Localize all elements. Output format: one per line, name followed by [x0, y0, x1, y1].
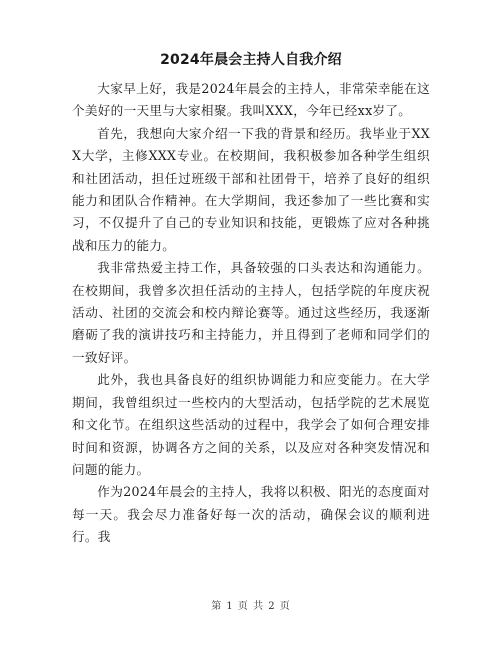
document-body: [72, 78, 430, 549]
paragraph-organization-skills: 此外，我也具备良好的组织协调能力和应变能力。在大学期间，我曾组织过一些校内的大型活动，包括学院的艺术展览和文化节。在组织这些活动的过程中，我学会了如何合理安排时间和资源，协调各方之间的关系，以及应对各种突发情况和问题的能力。: [72, 372, 430, 477]
paragraph-background: 首先，我想向大家介绍一下我的背景和经历。我毕业于XXX大学，主修XXX专业。在校期间，我积极参加各种学生组织和社团活动，担任过班级干部和社团骨干，培养了良好的组织能力和团队合作精神。在大学期间，我还参加了一些比赛和实习，不仅提升了自己的专业知识和技能，更锻炼了应对各种挑战和压力的能力。: [72, 125, 430, 253]
page-number-footer: 第 1 页 共 2 页: [211, 601, 291, 612]
paragraph-greeting: 大家早上好，我是2024年晨会的主持人，非常荣幸能在这个美好的一天里与大家相聚。我叫XXX，今年已经xx岁了。: [72, 81, 430, 119]
document-title: 2024年晨会主持人自我介绍: [160, 52, 342, 68]
paragraph-hosting-experience: 我非常热爱主持工作，具备较强的口头表达和沟通能力。在校期间，我曾多次担任活动的主持人，包括学院的年度庆祝活动、社团的交流会和校内辩论赛等。通过这些经历，我逐渐磨砺了我的演讲技巧和主持能力，并且得到了老师和同学们的一致好评。: [72, 260, 430, 365]
paragraph-commitment: 作为2024年晨会的主持人，我将以积极、阳光的态度面对每一天。我会尽力准备好每一次的活动，确保会议的顺利进行。我: [72, 484, 430, 545]
